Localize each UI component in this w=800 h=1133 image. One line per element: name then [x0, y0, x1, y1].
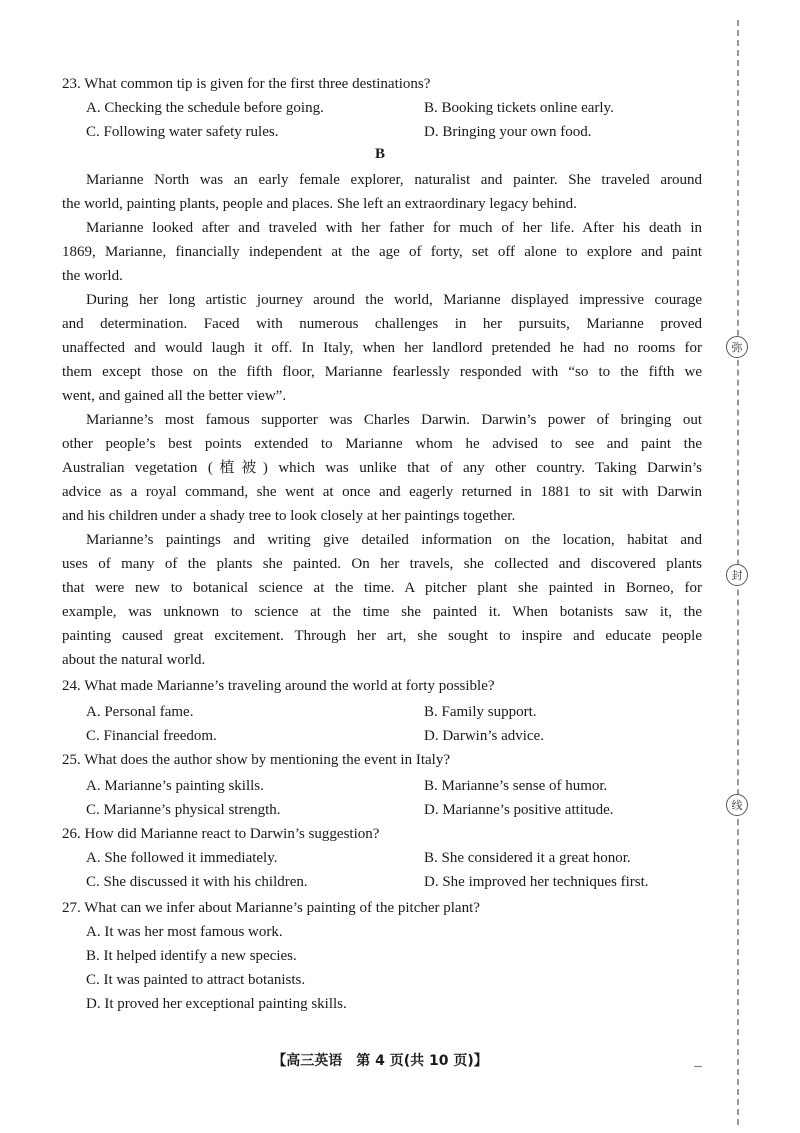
passage-line: other people’s best points extended to Marianne whom he advised to see and paint the	[62, 436, 702, 452]
corner-dash	[694, 1066, 702, 1067]
passage-line: Marianne North was an early female explorer, naturalist and painter. She traveled around	[86, 172, 702, 188]
q24-option-a: A. Personal fame.	[86, 704, 194, 720]
section-b-title: B	[374, 146, 385, 162]
passage-line: 1869, Marianne, financially independent at the age of forty, set off alone to explore and paint	[62, 244, 702, 260]
passage-line: and his children under a shady tree to look closely at her paintings together.	[62, 508, 516, 524]
passage-line: Marianne looked after and traveled with her father for much of her life. After his death in	[86, 220, 702, 236]
q23-option-b: B. Booking tickets online early.	[424, 100, 614, 116]
passage-line: Marianne’s paintings and writing give detailed information on the location, habitat and	[86, 532, 702, 548]
passage-line: unaffected and would laugh it off. In Italy, when her landlord pretended he had no rooms for	[62, 340, 702, 356]
q27-option-b: B. It helped identify a new species.	[86, 948, 297, 964]
page-footer: 【高三英语 第 4 页(共 10 页)】	[272, 1053, 488, 1069]
q26-option-d: D. She improved her techniques first.	[424, 874, 649, 890]
passage-line: example, was unknown to science at the time she painted it. When botanists saw it, the	[62, 604, 702, 620]
passage-line: uses of many of the plants she painted. On her travels, she collected and discovered plants	[62, 556, 702, 572]
q24-option-c: C. Financial freedom.	[86, 728, 217, 744]
passage-line: the world.	[62, 268, 123, 284]
q26-option-a: A. She followed it immediately.	[86, 850, 278, 866]
q23-option-a: A. Checking the schedule before going.	[86, 100, 324, 116]
q26-option-b: B. She considered it a great honor.	[424, 850, 631, 866]
q27-option-d: D. It proved her exceptional painting skills.	[86, 996, 347, 1012]
seal-mark: 弥	[726, 336, 748, 358]
seal-mark: 封	[726, 564, 748, 586]
q26-option-c: C. She discussed it with his children.	[86, 874, 308, 890]
q27-option-a: A. It was her most famous work.	[86, 924, 283, 940]
passage-line: them except those on the fifth floor, Marianne fearlessly responded with “so to the fifth we	[62, 364, 702, 380]
q24-option-b: B. Family support.	[424, 704, 537, 720]
q27-question: 27. What can we infer about Marianne’s painting of the pitcher plant?	[62, 900, 480, 916]
q25-option-b: B. Marianne’s sense of humor.	[424, 778, 608, 794]
q23-question: 23. What common tip is given for the first three destinations?	[62, 76, 431, 92]
passage-line: painting caused great excitement. Through her art, she sought to inspire and educate people	[62, 628, 702, 644]
q26-question: 26. How did Marianne react to Darwin’s suggestion?	[62, 826, 380, 842]
passage-line: Australian vegetation (植被) which was unlike that of any other country. Taking Darwin’s	[62, 460, 702, 476]
passage-line: the world, painting plants, people and places. She left an extraordinary legacy behind.	[62, 196, 577, 212]
q25-option-a: A. Marianne’s painting skills.	[86, 778, 264, 794]
q27-option-c: C. It was painted to attract botanists.	[86, 972, 306, 988]
q25-question: 25. What does the author show by mentioning the event in Italy?	[62, 752, 450, 768]
passage-line: During her long artistic journey around the world, Marianne displayed impressive courage	[86, 292, 702, 308]
passage-line: went, and gained all the better view”.	[62, 388, 287, 404]
passage-line: Marianne’s most famous supporter was Charles Darwin. Darwin’s power of bringing out	[86, 412, 702, 428]
q25-option-c: C. Marianne’s physical strength.	[86, 802, 281, 818]
passage-line: advice as a royal command, she went at once and eagerly returned in 1881 to sit with Darwin	[62, 484, 702, 500]
q25-option-d: D. Marianne’s positive attitude.	[424, 802, 614, 818]
seal-mark: 线	[726, 794, 748, 816]
passage-line: and determination. Faced with numerous challenges in her pursuits, Marianne proved	[62, 316, 702, 332]
passage-line: that were new to botanical science at the time. A pitcher plant she painted in Borneo, for	[62, 580, 702, 596]
q23-option-c: C. Following water safety rules.	[86, 124, 279, 140]
passage-line: about the natural world.	[62, 652, 206, 668]
q24-question: 24. What made Marianne’s traveling around the world at forty possible?	[62, 678, 495, 694]
q23-option-d: D. Bringing your own food.	[424, 124, 592, 140]
q24-option-d: D. Darwin’s advice.	[424, 728, 544, 744]
